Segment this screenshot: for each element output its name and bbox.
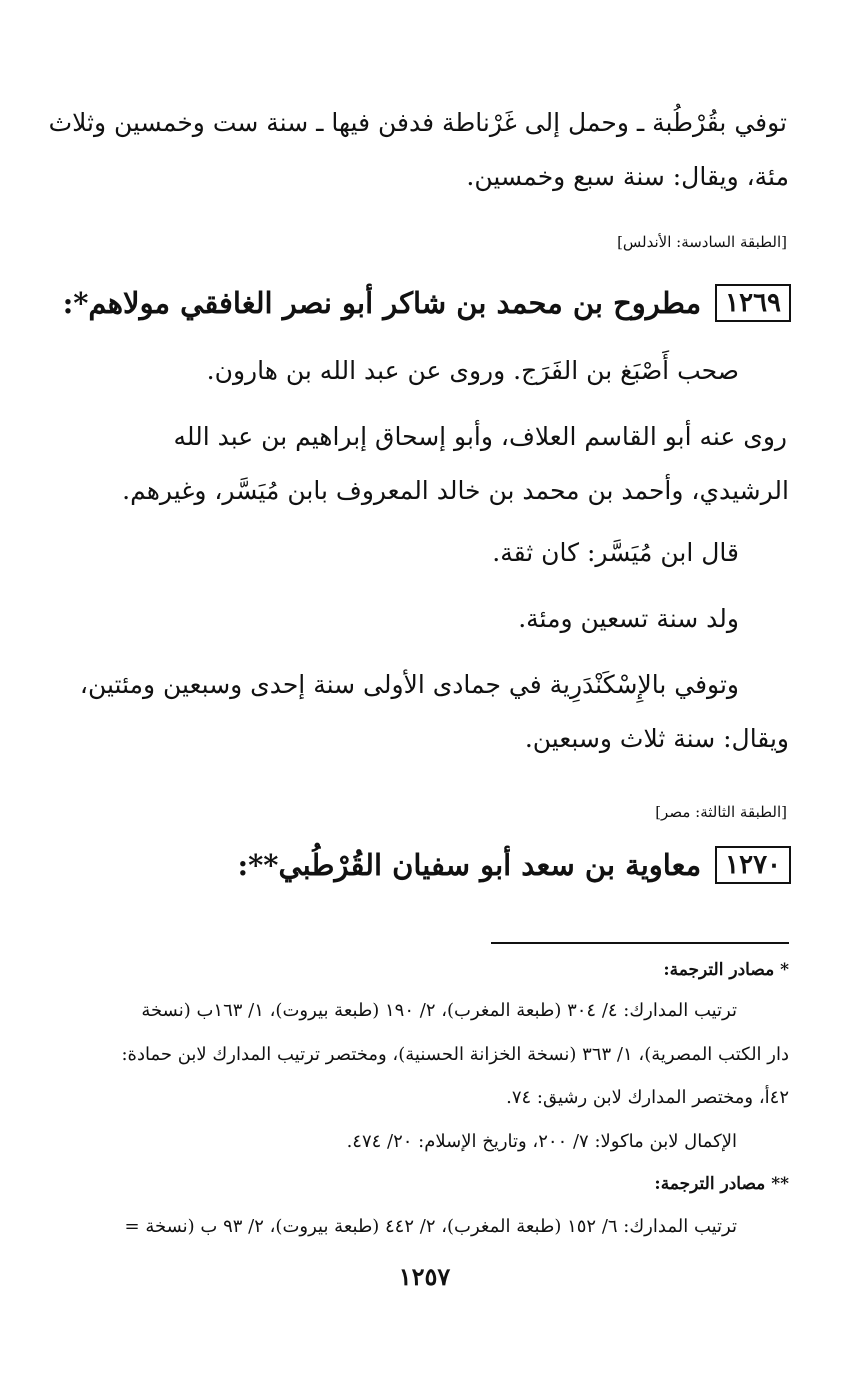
entry-heading [63,284,791,322]
footnote-line: ترتيب المدارك: ٦/ ١٥٢ (طبعة المغرب)، ٢/ ٤٤٢ (طبعة بيروت)، ٢/ ٩٣ ب (نسخة = [124,1216,737,1237]
footnote-line: ٤٢أ، ومختصر المدارك لابن رشيق: ٧٤. [506,1087,789,1108]
section-tag: [الطبقة الثالثة: مصر] [655,803,787,821]
footnote-line: دار الكتب المصرية)، ١/ ٣٦٣ (نسخة الخزانة الحسنية)، ومختصر ترتيب المدارك لابن حمادة: [121,1044,789,1065]
footnote-line: الإكمال لابن ماكولا: ٧/ ٢٠٠، وتاريخ الإسلام: ٢٠/ ٤٧٤. [346,1131,737,1152]
paragraph-line: وتوفي بالإِسْكَنْدَرِية في جمادى الأولى سنة إحدى وسبعين ومئتين، [79,670,739,699]
footnote-separator [491,942,789,944]
entry-number: ١٢٧٠ [715,846,791,884]
paragraph-line: ويقال: سنة ثلاث وسبعين. [524,724,789,753]
paragraph-line: توفي بقُرْطُبة ـ وحمل إلى غَرْناطة فدفن فيها ـ سنة ست وخمسين وثلاث [48,108,787,137]
paragraph-line: قال ابن مُيَسَّر: كان ثقة. [492,538,739,567]
paragraph-line: ولد سنة تسعين ومئة. [518,604,739,633]
entry-title: مطروح بن محمد بن شاكر أبو نصر الغافقي مولاهم*: [62,286,702,320]
footnote-heading: * مصادر الترجمة: [663,960,789,980]
paragraph-line: الرشيدي، وأحمد بن محمد بن خالد المعروف بابن مُيَسَّر، وغيرهم. [122,476,789,505]
page-number: ١٢٥٧ [398,1262,451,1291]
entry-number: ١٢٦٩ [715,284,791,322]
entry-heading [237,846,791,884]
section-tag: [الطبقة السادسة: الأندلس] [617,233,787,251]
footnote-heading: ** مصادر الترجمة: [654,1174,789,1194]
footnote-line: ترتيب المدارك: ٤/ ٣٠٤ (طبعة المغرب)، ٢/ ١٩٠ (طبعة بيروت)، ١/ ١٦٣ب (نسخة [141,1000,737,1021]
paragraph-line: روى عنه أبو القاسم العلاف، وأبو إسحاق إبراهيم بن عبد الله [173,422,787,451]
entry-title: معاوية بن سعد أبو سفيان القُرْطُبي**: [237,848,702,882]
paragraph-line: صحب أَصْبَغ بن الفَرَج. وروى عن عبد الله بن هارون. [206,356,739,385]
paragraph-line: مئة، ويقال: سنة سبع وخمسين. [466,162,789,191]
